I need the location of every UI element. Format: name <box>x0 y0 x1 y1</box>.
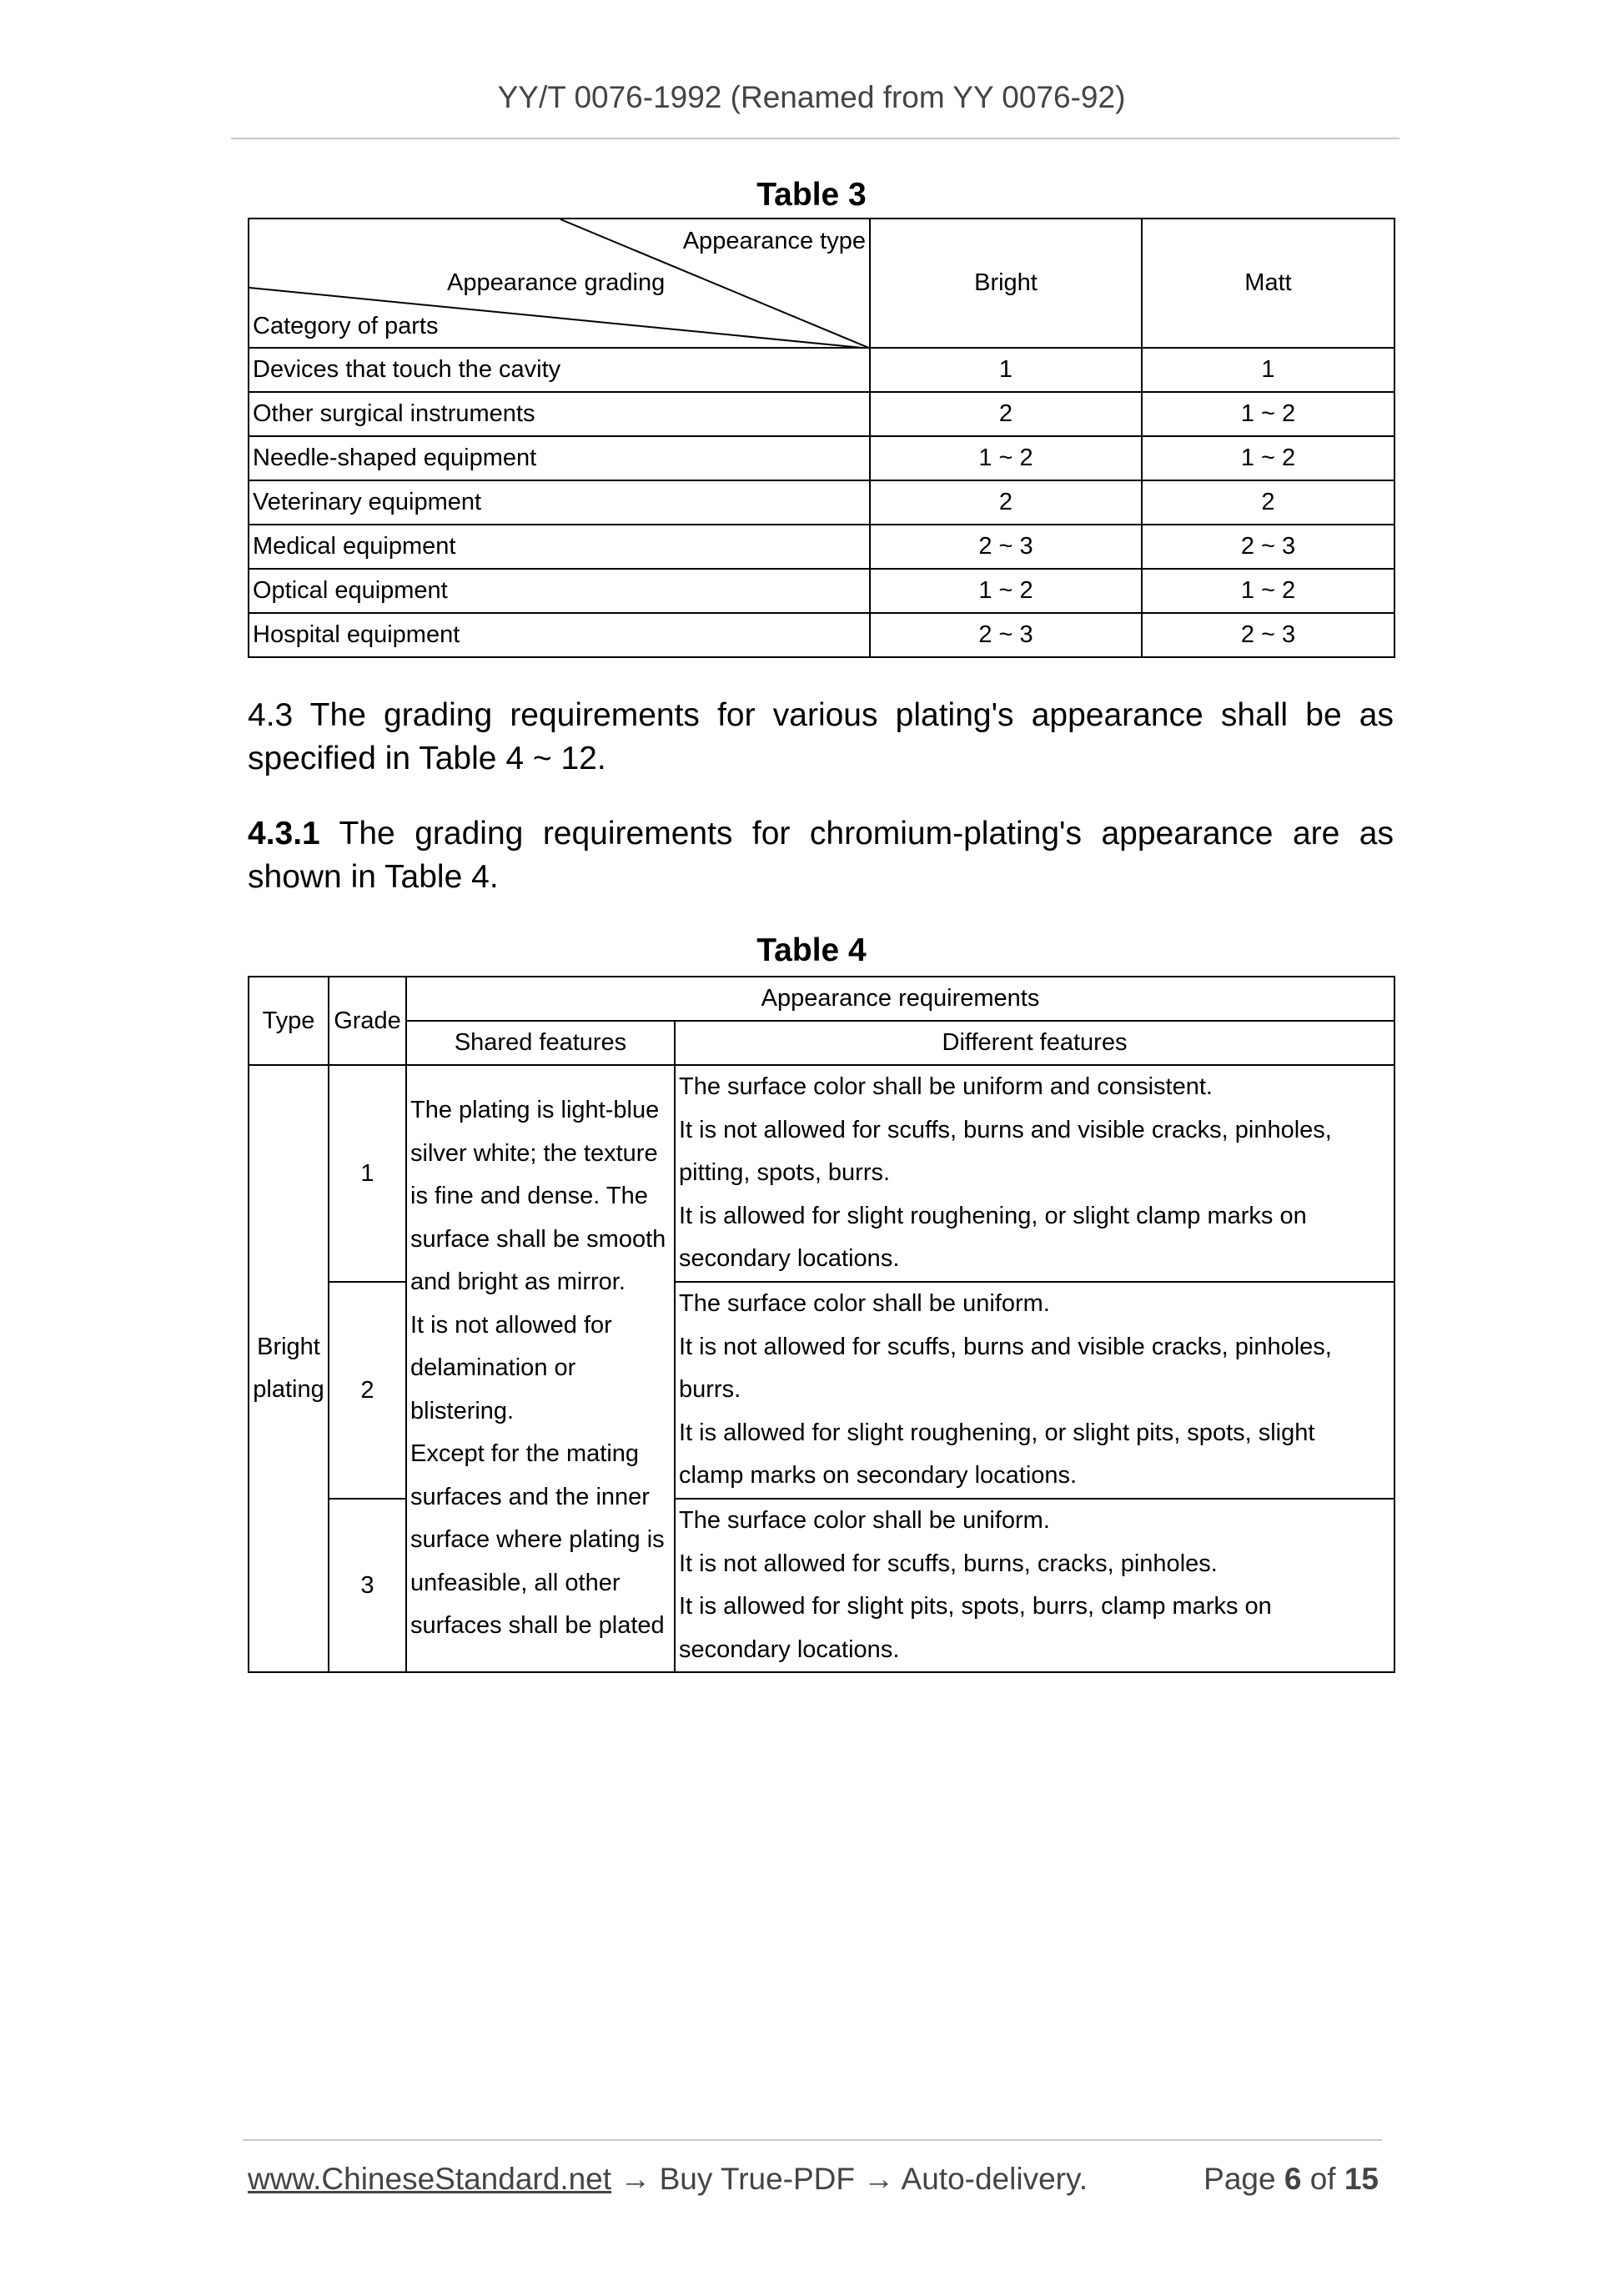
row-bright-grade: 1 ~ 2 <box>870 436 1142 480</box>
row-category: Optical equipment <box>249 569 870 613</box>
different-features-line: It is allowed for slight pits, spots, burrs, clamp marks on <box>679 1593 1272 1620</box>
footer-buy-text: Buy True-PDF <box>659 2162 856 2196</box>
different-features-line: secondary locations. <box>679 1245 900 1273</box>
different-features-line: pitting, spots, burrs. <box>679 1159 891 1187</box>
row-matt-grade: 1 <box>1142 348 1394 392</box>
type-bright-plating <box>249 1065 329 1672</box>
row-matt-grade: 1 ~ 2 <box>1142 436 1394 480</box>
row-category: Veterinary equipment <box>249 480 870 525</box>
different-features-line: It is not allowed for scuffs, burns, cracks, pinholes. <box>679 1550 1218 1577</box>
table-row <box>249 480 1394 525</box>
header-divider <box>231 138 1399 139</box>
col-header-bright: Bright <box>870 219 1142 348</box>
diag-appearance-grading: Appearance grading <box>447 269 666 296</box>
different-features-line: It is not allowed for scuffs, burns and visible cracks, pinholes, <box>679 1116 1332 1143</box>
shared-features-line: and bright as mirror. <box>410 1269 626 1296</box>
shared-features-line: surface where plating is <box>410 1526 665 1554</box>
row-bright-grade: 2 ~ 3 <box>870 525 1142 569</box>
shared-features-line: silver white; the texture <box>410 1139 658 1167</box>
table-row <box>249 525 1394 569</box>
header-type: Type <box>249 977 329 1065</box>
row-category: Medical equipment <box>249 525 870 569</box>
paragraph-4-3-1-line1: The grading requirements for chromium-plating's appearance are as <box>319 816 1394 852</box>
header-grade: Grade <box>329 977 406 1065</box>
footer-divider <box>243 2139 1382 2141</box>
section-number: 4.3.1 <box>248 816 320 852</box>
different-features-grade-1 <box>675 1065 1394 1282</box>
header-appearance-requirements: Appearance requirements <box>406 977 1394 1021</box>
grade-2: 2 <box>329 1282 406 1499</box>
row-bright-grade: 1 <box>870 348 1142 392</box>
row-matt-grade: 2 <box>1142 480 1394 525</box>
different-features-line: The surface color shall be uniform. <box>679 1507 1050 1534</box>
page-label: Page <box>1203 2162 1276 2196</box>
shared-features-line: surfaces and the inner <box>410 1483 650 1510</box>
different-features-line: The surface color shall be uniform. <box>679 1290 1050 1318</box>
shared-features-text <box>406 1065 675 1672</box>
arrow-icon: → <box>863 2162 895 2196</box>
paragraph-4-3-1-line2: shown in Table 4. <box>248 859 499 895</box>
table-row <box>249 392 1394 436</box>
page-header-title: YY/T 0076-1992 (Renamed from YY 0076-92) <box>497 80 1126 114</box>
arrow-icon: → <box>620 2162 651 2196</box>
row-bright-grade: 2 <box>870 480 1142 525</box>
table3-diagonal-header-cell <box>249 219 870 348</box>
of-label: of <box>1309 2162 1336 2196</box>
table-row <box>249 348 1394 392</box>
row-bright-grade: 2 ~ 3 <box>870 613 1142 657</box>
shared-features-line: blistering. <box>410 1397 515 1424</box>
table-row <box>249 436 1394 480</box>
row-matt-grade: 1 ~ 2 <box>1142 392 1394 436</box>
table-row <box>249 613 1394 657</box>
diag-category-of-parts: Category of parts <box>253 313 439 339</box>
paragraph-4-3-1 <box>248 812 1394 899</box>
grade-1: 1 <box>329 1065 406 1282</box>
row-bright-grade: 1 ~ 2 <box>870 569 1142 613</box>
table3-caption: Table 3 <box>756 177 867 213</box>
different-features-line: clamp marks on secondary locations. <box>679 1462 1078 1490</box>
paragraph-4-3 <box>248 694 1394 781</box>
row-category: Needle-shaped equipment <box>249 436 870 480</box>
different-features-line: It is not allowed for scuffs, burns and visible cracks, pinholes, <box>679 1333 1332 1360</box>
grade-3: 3 <box>329 1499 406 1672</box>
different-features-line: It is allowed for slight roughening, or slight pits, spots, slight <box>679 1419 1315 1446</box>
footer-promo <box>248 2162 1088 2197</box>
different-features-line: secondary locations. <box>679 1635 900 1663</box>
col-header-matt: Matt <box>1142 219 1394 348</box>
row-category: Other surgical instruments <box>249 392 870 436</box>
table-row <box>249 569 1394 613</box>
header-different-features: Different features <box>675 1021 1394 1065</box>
table3 <box>248 218 1395 658</box>
row-category: Hospital equipment <box>249 613 870 657</box>
paragraph-4-3-line1: 4.3 The grading requirements for various plating's appearance shall be as <box>248 697 1394 733</box>
paragraph-4-3-line2: specified in Table 4 ~ 12. <box>248 741 606 776</box>
footer-delivery-text: Auto-delivery. <box>901 2162 1088 2196</box>
different-features-grade-3 <box>675 1499 1394 1672</box>
shared-features-line: The plating is light-blue <box>410 1097 660 1124</box>
diag-appearance-type: Appearance type <box>682 228 866 254</box>
shared-features-line: surface shall be smooth <box>410 1225 666 1253</box>
shared-features-line: delamination or <box>410 1354 576 1382</box>
page-indicator <box>1203 2162 1379 2197</box>
different-features-line: The surface color shall be uniform and consistent. <box>679 1073 1213 1101</box>
row-bright-grade: 2 <box>870 392 1142 436</box>
shared-features-line: unfeasible, all other <box>410 1569 621 1596</box>
header-shared-features: Shared features <box>406 1021 675 1065</box>
different-features-line: burrs. <box>679 1376 741 1404</box>
table4-caption: Table 4 <box>756 932 867 968</box>
table-row <box>249 1065 1394 1282</box>
shared-features-line: is fine and dense. The <box>410 1183 648 1210</box>
type-label-line: Bright <box>257 1333 320 1360</box>
footer-link[interactable]: www.ChineseStandard.net <box>248 2162 612 2196</box>
row-matt-grade: 2 ~ 3 <box>1142 613 1394 657</box>
row-category: Devices that touch the cavity <box>249 348 870 392</box>
type-label-line: plating <box>253 1376 324 1403</box>
row-matt-grade: 2 ~ 3 <box>1142 525 1394 569</box>
row-matt-grade: 1 ~ 2 <box>1142 569 1394 613</box>
total-pages: 15 <box>1344 2162 1379 2196</box>
shared-features-line: It is not allowed for <box>410 1311 612 1339</box>
table4 <box>248 976 1395 1673</box>
different-features-grade-2 <box>675 1282 1394 1499</box>
page-number: 6 <box>1284 2162 1302 2196</box>
shared-features-line: surfaces shall be plated <box>410 1612 665 1640</box>
different-features-line: It is allowed for slight roughening, or slight clamp marks on <box>679 1202 1307 1229</box>
shared-features-line: Except for the mating <box>410 1440 640 1468</box>
